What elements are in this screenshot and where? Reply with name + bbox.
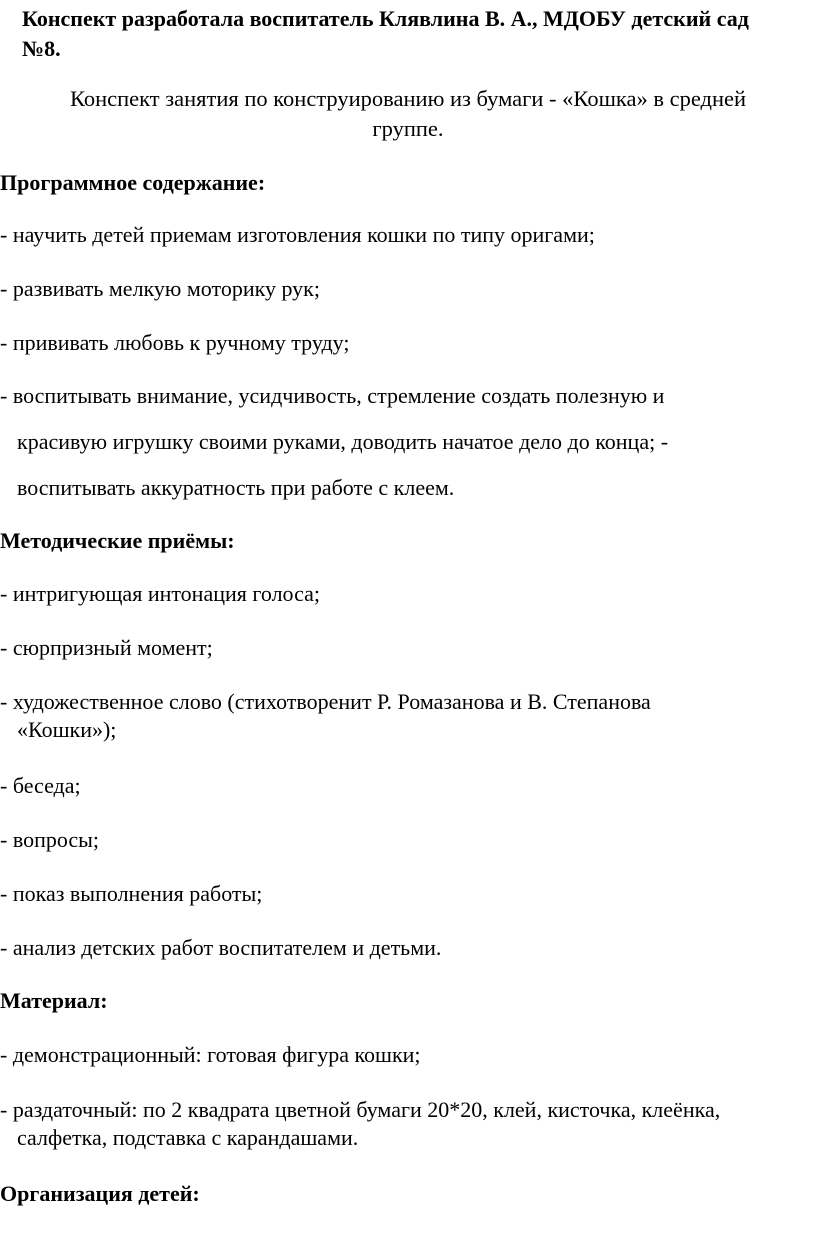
- program-item-2: - развивать мелкую моторику рук;: [0, 276, 320, 301]
- program-item-1: - научить детей приемам изготовления кошки по типу оригами;: [0, 222, 595, 247]
- document-title-line-1: Конспект занятия по конструированию из бумаги - «Кошка» в средней: [69, 86, 747, 111]
- methods-item-5: - вопросы;: [0, 827, 100, 852]
- material-item-1: - демонстрационный: готовая фигура кошки;: [0, 1042, 421, 1067]
- material-item-2: - раздаточный: по 2 квадрата цветной бумаги 20*20, клей, кисточка, клеёнка,: [0, 1097, 721, 1122]
- methods-heading: Методические приёмы:: [0, 528, 235, 553]
- program-heading: Программное содержание:: [0, 170, 266, 195]
- author-header-line-2: №8.: [22, 36, 61, 61]
- program-item-4: - воспитывать внимание, усидчивость, стремление создать полезную и: [0, 383, 665, 408]
- methods-item-4: - беседа;: [0, 773, 81, 798]
- organization-heading: Организация детей:: [0, 1181, 200, 1206]
- author-header: [22, 4, 802, 64]
- program-item-3: - прививать любовь к ручному труду;: [0, 330, 350, 355]
- document-title-line-2: группе.: [372, 116, 444, 141]
- document-title: [20, 84, 796, 144]
- material-item-2-cont: салфетка, подставка с карандашами.: [17, 1125, 359, 1150]
- methods-item-3: - художественное слово (стихотворенит Р. Ромазанова и В. Степанова: [0, 689, 651, 714]
- program-item-4-cont-1: красивую игрушку своими руками, доводить начатое дело до конца; -: [17, 429, 669, 454]
- methods-item-3-cont: «Кошки»);: [17, 717, 117, 742]
- program-item-4-cont-2: воспитывать аккуратность при работе с клеем.: [17, 475, 455, 500]
- author-header-line-1: Конспект разработала воспитатель Клявлина В. А., МДОБУ детский сад: [22, 6, 749, 31]
- material-heading: Материал:: [0, 988, 108, 1013]
- methods-item-6: - показ выполнения работы;: [0, 881, 263, 906]
- methods-item-1: - интригующая интонация голоса;: [0, 581, 321, 606]
- methods-item-2: - сюрпризный момент;: [0, 635, 213, 660]
- methods-item-7: - анализ детских работ воспитателем и детьми.: [0, 935, 442, 960]
